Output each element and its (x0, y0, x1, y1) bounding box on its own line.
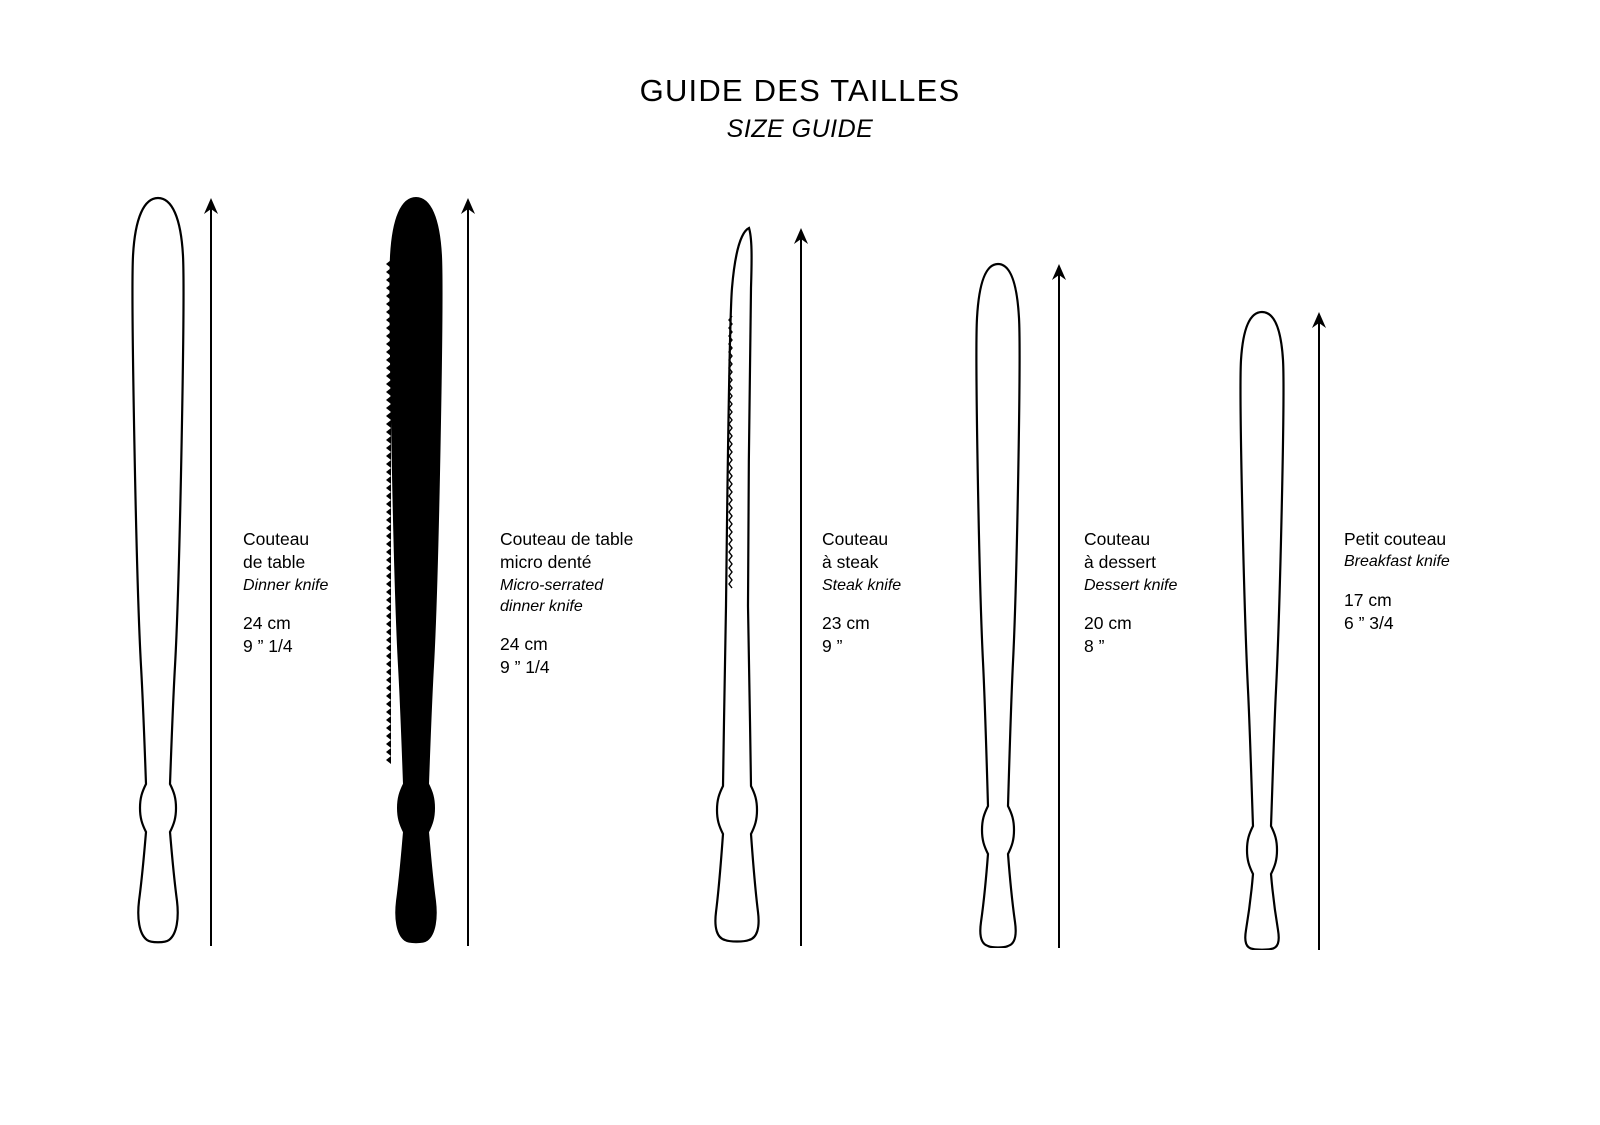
size-cm: 24 cm (500, 634, 548, 655)
caption-fr-line1: Couteau (1084, 529, 1151, 549)
caption-en: Dessert knife (1084, 576, 1178, 594)
size-in: 9 ” 1/4 (243, 636, 293, 657)
knife-illustration-breakfast (1226, 310, 1298, 950)
page-title: GUIDE DES TAILLES (639, 73, 961, 108)
knife-illustration-steak (705, 226, 775, 946)
caption-steak (822, 528, 901, 658)
caption-fr-line2: de table (243, 552, 306, 573)
caption-dinner (243, 528, 328, 658)
caption-en: Breakfast knife (1344, 553, 1450, 571)
caption-en-line2: dinner knife (500, 597, 583, 615)
caption-fr-line1: Couteau (243, 529, 310, 549)
caption-fr-line2: micro denté (500, 552, 592, 573)
dimension-arrow-steak (788, 226, 814, 948)
caption-fr-line2: à steak (822, 552, 879, 573)
size-cm: 23 cm (822, 612, 870, 633)
caption-micro-serrated (500, 528, 633, 680)
knife-illustration-dinner (118, 196, 198, 946)
size-in: 6 ” 3/4 (1344, 612, 1394, 633)
caption-fr-line1: Petit couteau (1344, 529, 1447, 549)
size-cm: 24 cm (243, 612, 291, 633)
size-cm: 20 cm (1084, 612, 1132, 633)
title-block (0, 72, 1600, 144)
size-in: 9 ” 1/4 (500, 657, 550, 678)
caption-en: Steak knife (822, 576, 902, 594)
knife-illustration-dessert (962, 262, 1034, 948)
page-subtitle: SIZE GUIDE (726, 115, 874, 144)
caption-dessert (1084, 528, 1177, 658)
dimension-arrow-breakfast (1306, 310, 1332, 952)
dimension-arrow-dinner (198, 196, 224, 948)
knife-illustration-micro-serrated (375, 196, 455, 946)
caption-fr-line2: à dessert (1084, 552, 1156, 573)
caption-fr-line1: Couteau de table (500, 529, 634, 549)
caption-en: Dinner knife (243, 576, 329, 594)
dimension-arrow-micro-serrated (455, 196, 481, 948)
caption-en-line1: Micro-serrated (500, 576, 604, 594)
size-in: 9 ” (822, 636, 843, 657)
dimension-arrow-dessert (1046, 262, 1072, 950)
caption-breakfast (1344, 528, 1450, 635)
size-cm: 17 cm (1344, 589, 1392, 610)
caption-fr-line1: Couteau (822, 529, 889, 549)
size-in: 8 ” (1084, 636, 1105, 657)
